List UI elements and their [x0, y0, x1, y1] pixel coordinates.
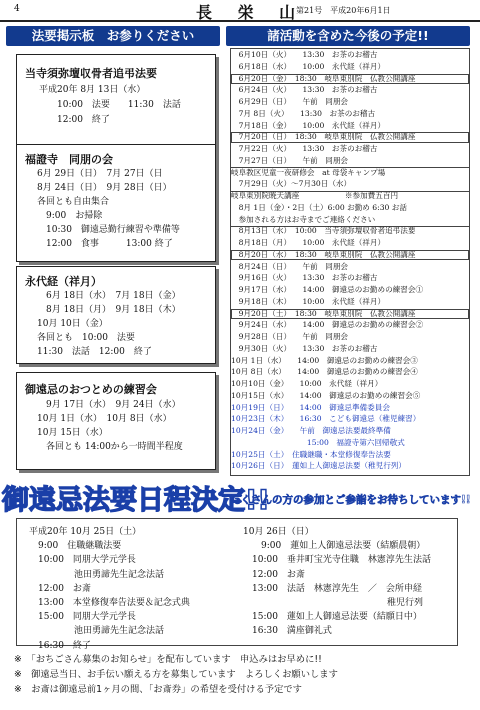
- schedule-row: 6月20日（金） 18:30 岐阜東別院 仏教公開講座: [231, 74, 469, 85]
- schedule-row: 10月 1日（水） 14:00 御遠忌のお勤めの練習会③: [231, 355, 418, 365]
- practice-session-box: [16, 372, 216, 470]
- notice-line: ※ 「おちごさん募集のお知らせ」を配布しています 申込みはお早めに!!: [14, 654, 322, 665]
- box-line: 各回とも自由集合: [37, 197, 110, 207]
- schedule-row: 10月15日（水） 14:00 御遠忌のお勤めの練習会⑤: [231, 390, 421, 400]
- schedule-row: 10月25日（土） 住職継職・本堂修復奉告法要: [231, 449, 391, 459]
- schedule-row: 7月18日（金） 10:00 永代経（祥月）: [231, 120, 386, 130]
- program-line: 12:00 お斎: [243, 569, 305, 580]
- program-line: 13:00 法話 林憲淳先生 ／ 会所申経: [243, 583, 422, 594]
- schedule-row: 岐阜東別院暁天講座 ※参加費五百円: [231, 191, 399, 200]
- program-line: 10月 26日（日）: [243, 527, 314, 537]
- schedule-row: 9月18日（木） 10:00 永代経（祥月）: [231, 296, 386, 306]
- box-line: 10:00 法要 11:30 法話: [39, 100, 181, 110]
- notice-line: ※ お斎は御遠忌前1ヶ月の間、「お斎券」の希望を受付ける予定です: [14, 684, 302, 695]
- dobo-kai-box: [16, 144, 216, 262]
- box-line: 8月 18日（月） 9月 18日（木）: [37, 305, 181, 315]
- schedule-row: 8月24日（日） 午前 同朋会: [231, 261, 349, 271]
- box-title: 福證寺 同朋の会: [25, 153, 113, 166]
- box-line: 10月 10日（金）: [37, 319, 108, 329]
- program-line: 9:00 蓮如上人御遠忌法要（結願晨朝）: [243, 541, 426, 552]
- schedule-row: 6月10日（火） 13:30 お茶のお稽古: [231, 50, 378, 59]
- box-line: 10:30 御遠忌勤行練習や準備等: [37, 225, 180, 235]
- schedule-row: 7月 8日（火） 13:30 お茶のお稽古: [231, 108, 376, 118]
- schedule-row: 9月16日（火） 13:30 お茶のお稽古: [231, 273, 378, 283]
- box-line: 10月 1日（水） 10月 8日（水）: [37, 414, 172, 424]
- schedule-banner: 諸活動を含めた今後の予定!!: [226, 26, 470, 46]
- box-line: 9:00 お掃除: [37, 211, 103, 221]
- program-line: 16:30 満座御礼式: [243, 626, 332, 637]
- schedule-row: 10月24日（金） 午前 御遠忌法要最終準備: [231, 426, 391, 435]
- program-line: 15:00 蓮如上人御遠忌法要（結願日中）: [243, 612, 422, 623]
- schedule-row: 10月23日（木） 16:30 こども御遠忌（稚児練習）: [231, 414, 421, 424]
- box-line: 各回とも 10:00 法要: [37, 333, 135, 343]
- schedule-row: 7月29日（火）〜7月30日（水）: [231, 179, 352, 189]
- schedule-row: 6月18日（水） 10:00 永代経（祥月）: [231, 61, 386, 71]
- schedule-row: 8月18日（月） 10:00 永代経（祥月）: [231, 238, 386, 247]
- page-number: 4: [14, 4, 20, 14]
- schedule-row: 9月17日（水） 14:00 御遠忌のお勤めの練習会①: [231, 285, 424, 294]
- program-line: 10:00 同朋大学元学長: [29, 555, 136, 566]
- ceremony-program: [16, 518, 458, 651]
- schedule-row: 10月10日（金） 10:00 永代経（祥月）: [231, 379, 383, 388]
- schedule-row: 6月29日（日） 午前 同朋会: [231, 97, 349, 106]
- invitation-subtitle: たくさんの方の参加とご参詣をお待ちしています!!: [230, 494, 471, 506]
- program-line: 16:30 終了: [29, 640, 91, 651]
- box-line: 6月 29日（日） 7月 27日（日: [37, 169, 163, 179]
- schedule-row: 9月28日（日） 午前 同朋会: [231, 332, 349, 341]
- box-line: 11:30 法話 12:00 終了: [37, 347, 152, 357]
- box-line: 12:00 食事 13:00 終了: [37, 239, 173, 249]
- notice-line: ※ 御遠忌当日、お手伝い願える方を募集しています よろしくお願いします: [14, 669, 338, 680]
- program-line: 稚児行列: [243, 598, 424, 609]
- box-line: 各回とも 14:00から一時間半程度: [37, 442, 183, 452]
- notices: [14, 652, 338, 697]
- schedule-row: 6月24日（火） 13:30 お茶のお稽古: [231, 85, 378, 95]
- box-title: 御遠忌のおつとめの練習会: [25, 383, 157, 396]
- schedule-row: 9月24日（水） 14:00 御遠忌のお勤めの練習会②: [231, 320, 424, 330]
- box-line: 8月 24日（日） 9月 28日（日）: [37, 183, 172, 193]
- program-day1: [29, 525, 190, 653]
- program-day2: [243, 525, 431, 639]
- schedule-list: [230, 48, 470, 476]
- schedule-row: 8月13日（水） 10:00 当寺須弥壇収骨者追弔法要: [231, 226, 416, 236]
- box-line: 平成20年 8月 13日（水）: [39, 85, 146, 95]
- program-line: 9:00 住職継職法要: [29, 541, 122, 552]
- box-line: 6月 18日（水） 7月 18日（金）: [37, 291, 181, 301]
- program-line: 12:00 お斎: [29, 583, 91, 594]
- program-line: 10:00 垂井町宝光寺住職 林憲淳先生法話: [243, 555, 431, 566]
- program-line: 池田勇諦先生記念法話: [29, 569, 165, 580]
- program-line: 15:00 同朋大学元学長: [29, 612, 136, 623]
- box-line: 10月 15日（水）: [37, 428, 108, 438]
- schedule-row: 9月20日（土） 18:30 岐阜東別院 仏教公開講座: [231, 309, 469, 320]
- schedule-row: 参加される方はお寺までご連絡ください: [231, 214, 376, 224]
- schedule-row: 9月30日（火） 13:30 お茶のお稽古: [231, 343, 378, 353]
- schedule-row: 7月20日（日） 18:30 岐阜東別院 仏教公開講座: [231, 132, 469, 143]
- newsletter-title: 長 栄 山: [196, 3, 306, 22]
- box-line: 12:00 終了: [39, 115, 110, 125]
- memorial-service-box: [16, 54, 216, 146]
- schedule-row: 15:00 福證寺第六回帰敬式: [231, 437, 405, 447]
- notice-board-banner: 法要掲示板 お参りください: [6, 26, 220, 46]
- box-title: 当寺須弥壇収骨者追弔法要: [25, 67, 157, 80]
- schedule-row: 7月27日（日） 午前 同朋会: [231, 155, 349, 165]
- box-line: 9月 17日（水） 9月 24日（水）: [37, 400, 181, 410]
- program-line: 池田勇諦先生記念法話: [29, 626, 165, 637]
- issue-date: 第21号 平成20年6月1日: [296, 6, 391, 15]
- program-line: 平成20年 10月 25日（土）: [29, 527, 142, 537]
- schedule-row: 10月19日（日） 14:00 御遠忌準備委員会: [231, 402, 390, 412]
- schedule-row: 10月26日（日） 蓮如上人御遠忌法要（稚児行列）: [231, 461, 406, 471]
- eitaikyo-box: [16, 266, 216, 364]
- ceremony-schedule-heading: 御遠忌法要日程決定!!: [2, 485, 270, 516]
- box-title: 永代経（祥月）: [25, 275, 102, 288]
- program-line: 13:00 本堂修復奉告法要＆記念式典: [29, 598, 190, 609]
- schedule-row: 岐阜教区児童一夜研修会 at 母袋キャンプ場: [231, 167, 386, 177]
- schedule-row: 8月 1日（金）・2日（土）6:00 お勤め 6:30 お話: [231, 202, 407, 212]
- schedule-row: 8月20日（水） 18:30 岐阜東別院 仏教公開講座: [231, 250, 469, 261]
- schedule-row: 10月 8日（水） 14:00 御遠忌のお勤めの練習会④: [231, 367, 418, 377]
- schedule-row: 7月22日（火） 13:30 お茶のお稽古: [231, 144, 378, 153]
